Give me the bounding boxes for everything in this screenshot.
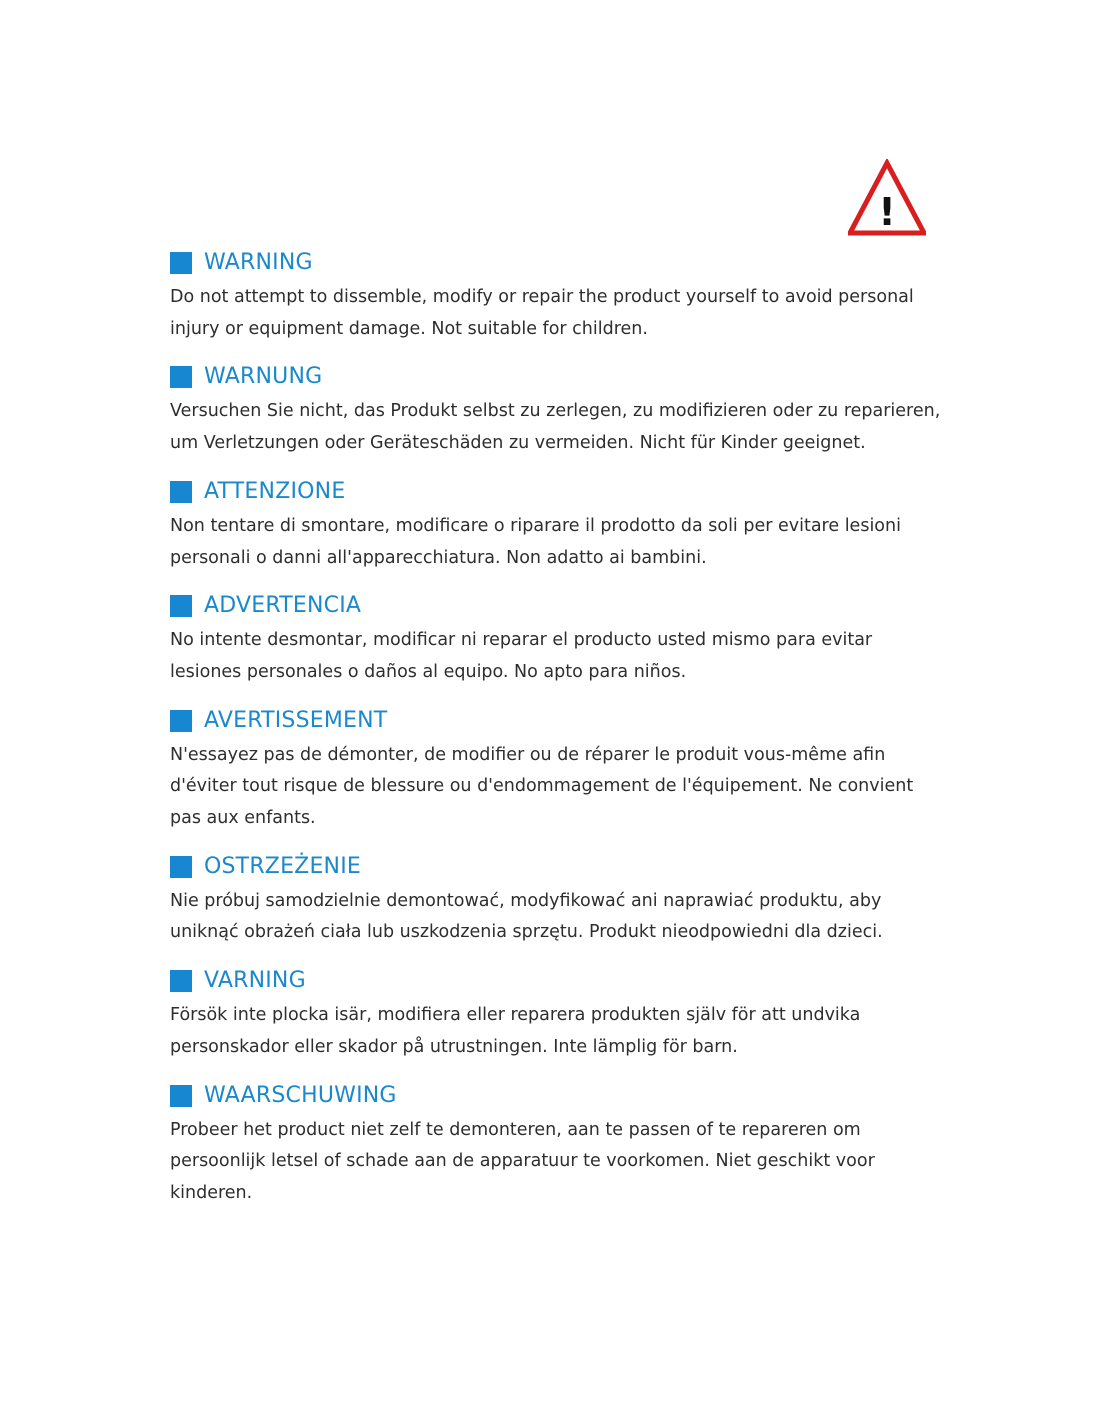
section-heading xyxy=(170,590,945,622)
blue-square-icon xyxy=(170,481,192,503)
blue-square-icon xyxy=(170,710,192,732)
section-heading-text: WARNING xyxy=(204,250,313,275)
warning-section-de xyxy=(170,361,945,459)
section-body-text: Non tentare di smontare, modificare o riparare il prodotto da soli per evitare lesioni personali o danni all'apparecchiatura. Non adatto ai bambini. xyxy=(170,515,901,568)
warning-triangle-icon xyxy=(848,159,926,237)
section-body-text: No intente desmontar, modificar ni reparar el producto usted mismo para evitar lesiones personales o daños al equipo. No apto para niños. xyxy=(170,630,873,682)
section-heading-text: VARNING xyxy=(204,968,306,994)
warnings-list xyxy=(170,247,945,1226)
warning-triangle-glyph: ! xyxy=(878,190,896,234)
section-heading xyxy=(170,1080,945,1112)
section-heading-text: ADVERTENCIA xyxy=(204,593,362,619)
section-heading xyxy=(170,705,945,737)
section-body-text: N'essayez pas de démonter, de modifier ou de réparer le produit vous-même afin d'éviter tout risque de blessure ou d'endommagement de l'équipement. Ne convient pas aux enfants. xyxy=(170,744,914,829)
blue-square-icon xyxy=(170,595,192,617)
section-body-text: Nie próbuj samodzielnie demontować, modyfikować ani naprawiać produktu, aby uniknąć obrażeń ciała lub uszkodzenia sprzętu. Produkt nieodpowiedni dla dzieci. xyxy=(170,890,883,943)
section-body-text: Do not attempt to dissemble, modify or repair the product yourself to avoid personal injury or equipment damage. Not suitable for children. xyxy=(170,287,914,339)
section-heading-text: OSTRZEŻENIE xyxy=(204,853,361,879)
section-heading xyxy=(170,476,945,508)
blue-square-icon xyxy=(170,1085,192,1107)
section-heading-text: WARNUNG xyxy=(204,364,323,390)
warning-section-fr xyxy=(170,705,945,835)
blue-square-icon xyxy=(170,252,192,274)
blue-square-icon xyxy=(170,970,192,992)
warning-section-pl xyxy=(170,851,945,949)
section-heading xyxy=(170,247,945,279)
warning-section-sv xyxy=(170,965,945,1063)
section-heading-text: WAARSCHUWING xyxy=(204,1082,397,1108)
section-heading xyxy=(170,851,945,883)
warning-section-nl xyxy=(170,1080,945,1210)
warning-section-es xyxy=(170,590,945,688)
warning-section-it xyxy=(170,476,945,574)
section-heading xyxy=(170,361,945,393)
section-heading-text: AVERTISSEMENT xyxy=(204,707,388,733)
section-heading-text: ATTENZIONE xyxy=(204,478,346,504)
section-heading xyxy=(170,965,945,997)
section-body-text: Versuchen Sie nicht, das Produkt selbst zu zerlegen, zu modifizieren oder zu reparieren, um Verletzungen oder Geräteschäden zu vermeiden. Nicht für Kinder geeignet. xyxy=(170,401,941,454)
blue-square-icon xyxy=(170,366,192,388)
warning-section-en xyxy=(170,247,945,345)
section-body-text: Försök inte plocka isär, modifiera eller reparera produkten själv för att undvika personskador eller skador på utrustningen. Inte lämplig för barn. xyxy=(170,1005,861,1057)
section-body-text: Probeer het product niet zelf te demonteren, aan te passen of te repareren om persoonlijk letsel of schade aan de apparatuur te voorkomen. Niet geschikt voor kinderen. xyxy=(170,1119,875,1203)
blue-square-icon xyxy=(170,856,192,878)
